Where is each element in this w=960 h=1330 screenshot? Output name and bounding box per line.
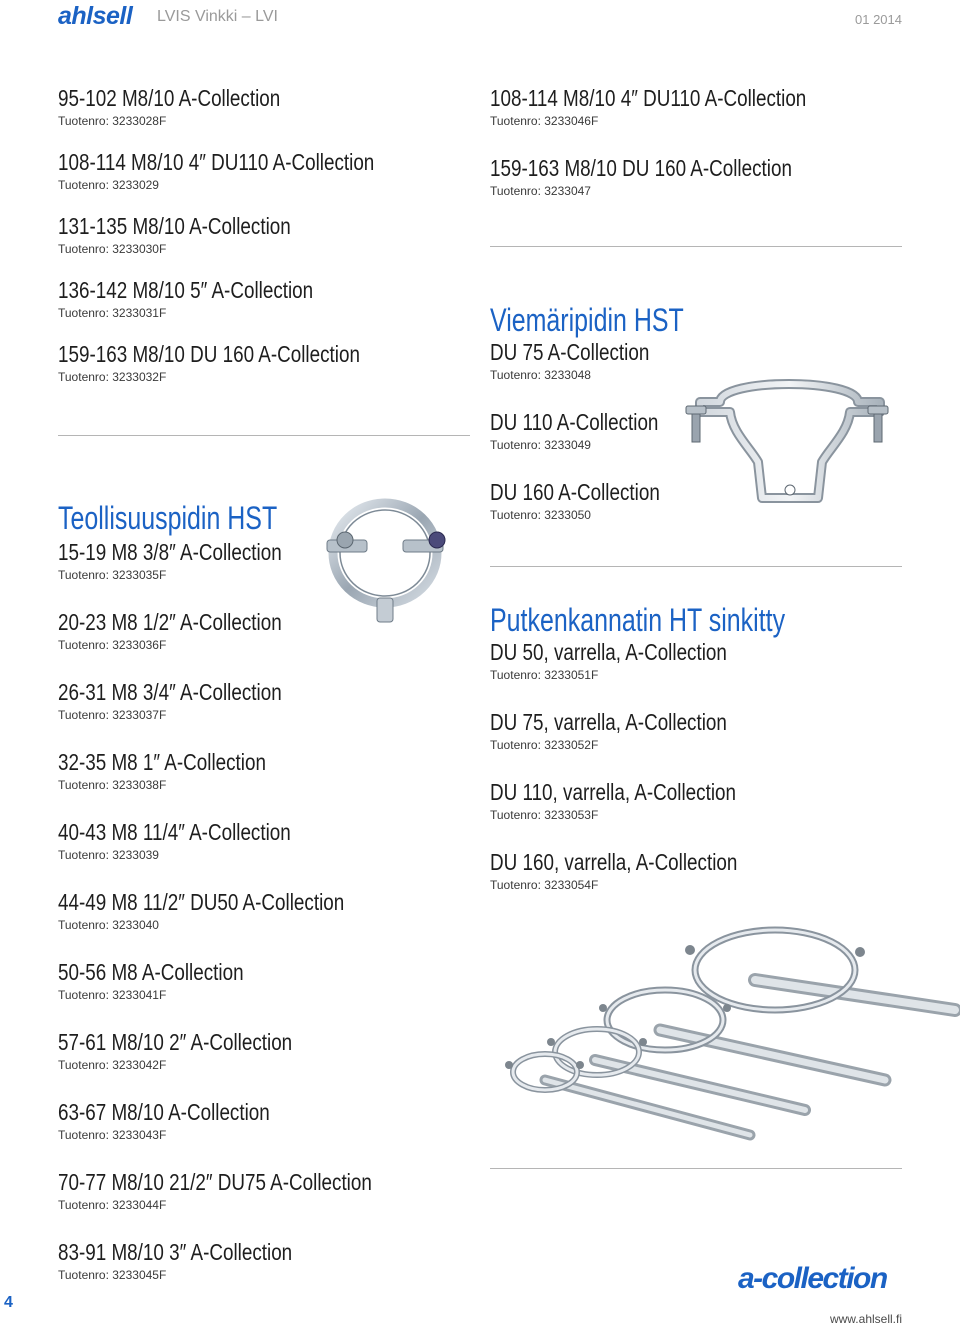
putken-section <box>490 602 930 918</box>
left-top-list <box>58 84 478 404</box>
list-item <box>490 708 930 778</box>
entry-title: 40-43 M8 11/4″ A-Collection <box>58 819 291 845</box>
entry-code: Tuotenro: 3233048 <box>490 368 591 382</box>
entry-title: 95-102 M8/10 A-Collection <box>58 85 281 111</box>
entry-code: Tuotenro: 3233029 <box>58 178 159 192</box>
entry-code: Tuotenro: 3233032F <box>58 370 167 384</box>
entry-code: Tuotenro: 3233041F <box>58 988 167 1002</box>
entry-title: DU 110, varrella, A-Collection <box>490 779 736 805</box>
entry-code: Tuotenro: 3233046F <box>490 114 599 128</box>
entry-title: 57-61 M8/10 2″ A-Collection <box>58 1029 293 1055</box>
entry-code: Tuotenro: 3233049 <box>490 438 591 452</box>
entry-code: Tuotenro: 3233039 <box>58 848 159 862</box>
divider <box>490 566 902 567</box>
entry-code: Tuotenro: 3233040 <box>58 918 159 932</box>
list-item <box>490 848 930 918</box>
a-collection-logo: a-collection <box>738 1262 887 1295</box>
website-url[interactable]: www.ahlsell.fi <box>829 1312 902 1326</box>
list-item <box>58 1028 478 1098</box>
entry-title: 70-77 M8/10 21/2″ DU75 A-Collection <box>58 1169 372 1195</box>
section-title: Viemäripidin HST <box>490 302 684 338</box>
divider <box>490 1168 902 1169</box>
entry-code: Tuotenro: 3233036F <box>58 638 167 652</box>
entry-code: Tuotenro: 3233050 <box>490 508 591 522</box>
list-item <box>58 84 478 148</box>
entry-title: 131-135 M8/10 A-Collection <box>58 213 291 239</box>
entry-title: 108-114 M8/10 4″ DU110 A-Collection <box>58 149 375 175</box>
divider <box>490 246 902 247</box>
entry-title: 159-163 M8/10 DU 160 A-Collection <box>490 155 792 181</box>
entry-code: Tuotenro: 3233047 <box>490 184 591 198</box>
entry-code: Tuotenro: 3233053F <box>490 808 599 822</box>
entry-code: Tuotenro: 3233031F <box>58 306 167 320</box>
list-item <box>58 818 478 888</box>
entry-code: Tuotenro: 3233044F <box>58 1198 167 1212</box>
entry-title: DU 160 A-Collection <box>490 479 660 505</box>
divider <box>58 435 470 436</box>
entry-title: 136-142 M8/10 5″ A-Collection <box>58 277 314 303</box>
entry-title: 15-19 M8 3/8″ A-Collection <box>58 539 282 565</box>
entry-title: DU 75, varrella, A-Collection <box>490 709 727 735</box>
page-header <box>0 0 960 36</box>
list-item <box>58 1168 478 1238</box>
entry-code: Tuotenro: 3233045F <box>58 1268 167 1282</box>
entry-code: Tuotenro: 3233028F <box>58 114 167 128</box>
list-item <box>58 340 478 404</box>
list-item <box>58 212 478 276</box>
list-item <box>490 154 930 224</box>
entry-code: Tuotenro: 3233042F <box>58 1058 167 1072</box>
entry-title: 83-91 M8/10 3″ A-Collection <box>58 1239 293 1265</box>
list-item <box>490 778 930 848</box>
drain-holder-image <box>680 370 900 520</box>
section-title: Putkenkannatin HT sinkitty <box>490 602 786 638</box>
right-top-list <box>490 84 930 224</box>
entry-code: Tuotenro: 3233054F <box>490 878 599 892</box>
entry-title: DU 160, varrella, A-Collection <box>490 849 738 875</box>
entry-code: Tuotenro: 3233051F <box>490 668 599 682</box>
pipe-hanger-image <box>485 920 960 1170</box>
entry-title: 26-31 M8 3/4″ A-Collection <box>58 679 282 705</box>
entry-title: DU 50, varrella, A-Collection <box>490 639 727 665</box>
entry-title: 44-49 M8 11/2″ DU50 A-Collection <box>58 889 345 915</box>
entry-title: 32-35 M8 1″ A-Collection <box>58 749 266 775</box>
entry-title: DU 75 A-Collection <box>490 339 650 365</box>
page-number: 4 <box>4 1294 13 1311</box>
entry-title: 159-163 M8/10 DU 160 A-Collection <box>58 341 360 367</box>
list-item <box>490 638 930 708</box>
entry-title: DU 110 A-Collection <box>490 409 659 435</box>
list-item <box>58 1238 478 1308</box>
list-item <box>58 148 478 212</box>
header-title: LVIS Vinkki – LVI <box>157 8 278 25</box>
entry-title: 108-114 M8/10 4″ DU110 A-Collection <box>490 85 807 111</box>
entry-code: Tuotenro: 3233035F <box>58 568 167 582</box>
ahlsell-logo: ahlsell <box>58 2 133 30</box>
list-item <box>58 276 478 340</box>
section-title: Teollisuuspidin HST <box>58 500 278 536</box>
entry-code: Tuotenro: 3233043F <box>58 1128 167 1142</box>
entry-title: 63-67 M8/10 A-Collection <box>58 1099 270 1125</box>
entry-code: Tuotenro: 3233052F <box>490 738 599 752</box>
list-item <box>58 958 478 1028</box>
entry-title: 50-56 M8 A-Collection <box>58 959 244 985</box>
list-item <box>58 678 478 748</box>
list-item <box>58 1098 478 1168</box>
pipe-clamp-image <box>305 488 475 628</box>
header-date: 01 2014 <box>855 12 902 27</box>
list-item <box>58 888 478 958</box>
entry-code: Tuotenro: 3233038F <box>58 778 167 792</box>
list-item <box>58 748 478 818</box>
list-item <box>490 84 930 154</box>
entry-code: Tuotenro: 3233037F <box>58 708 167 722</box>
entry-code: Tuotenro: 3233030F <box>58 242 167 256</box>
entry-title: 20-23 M8 1/2″ A-Collection <box>58 609 282 635</box>
